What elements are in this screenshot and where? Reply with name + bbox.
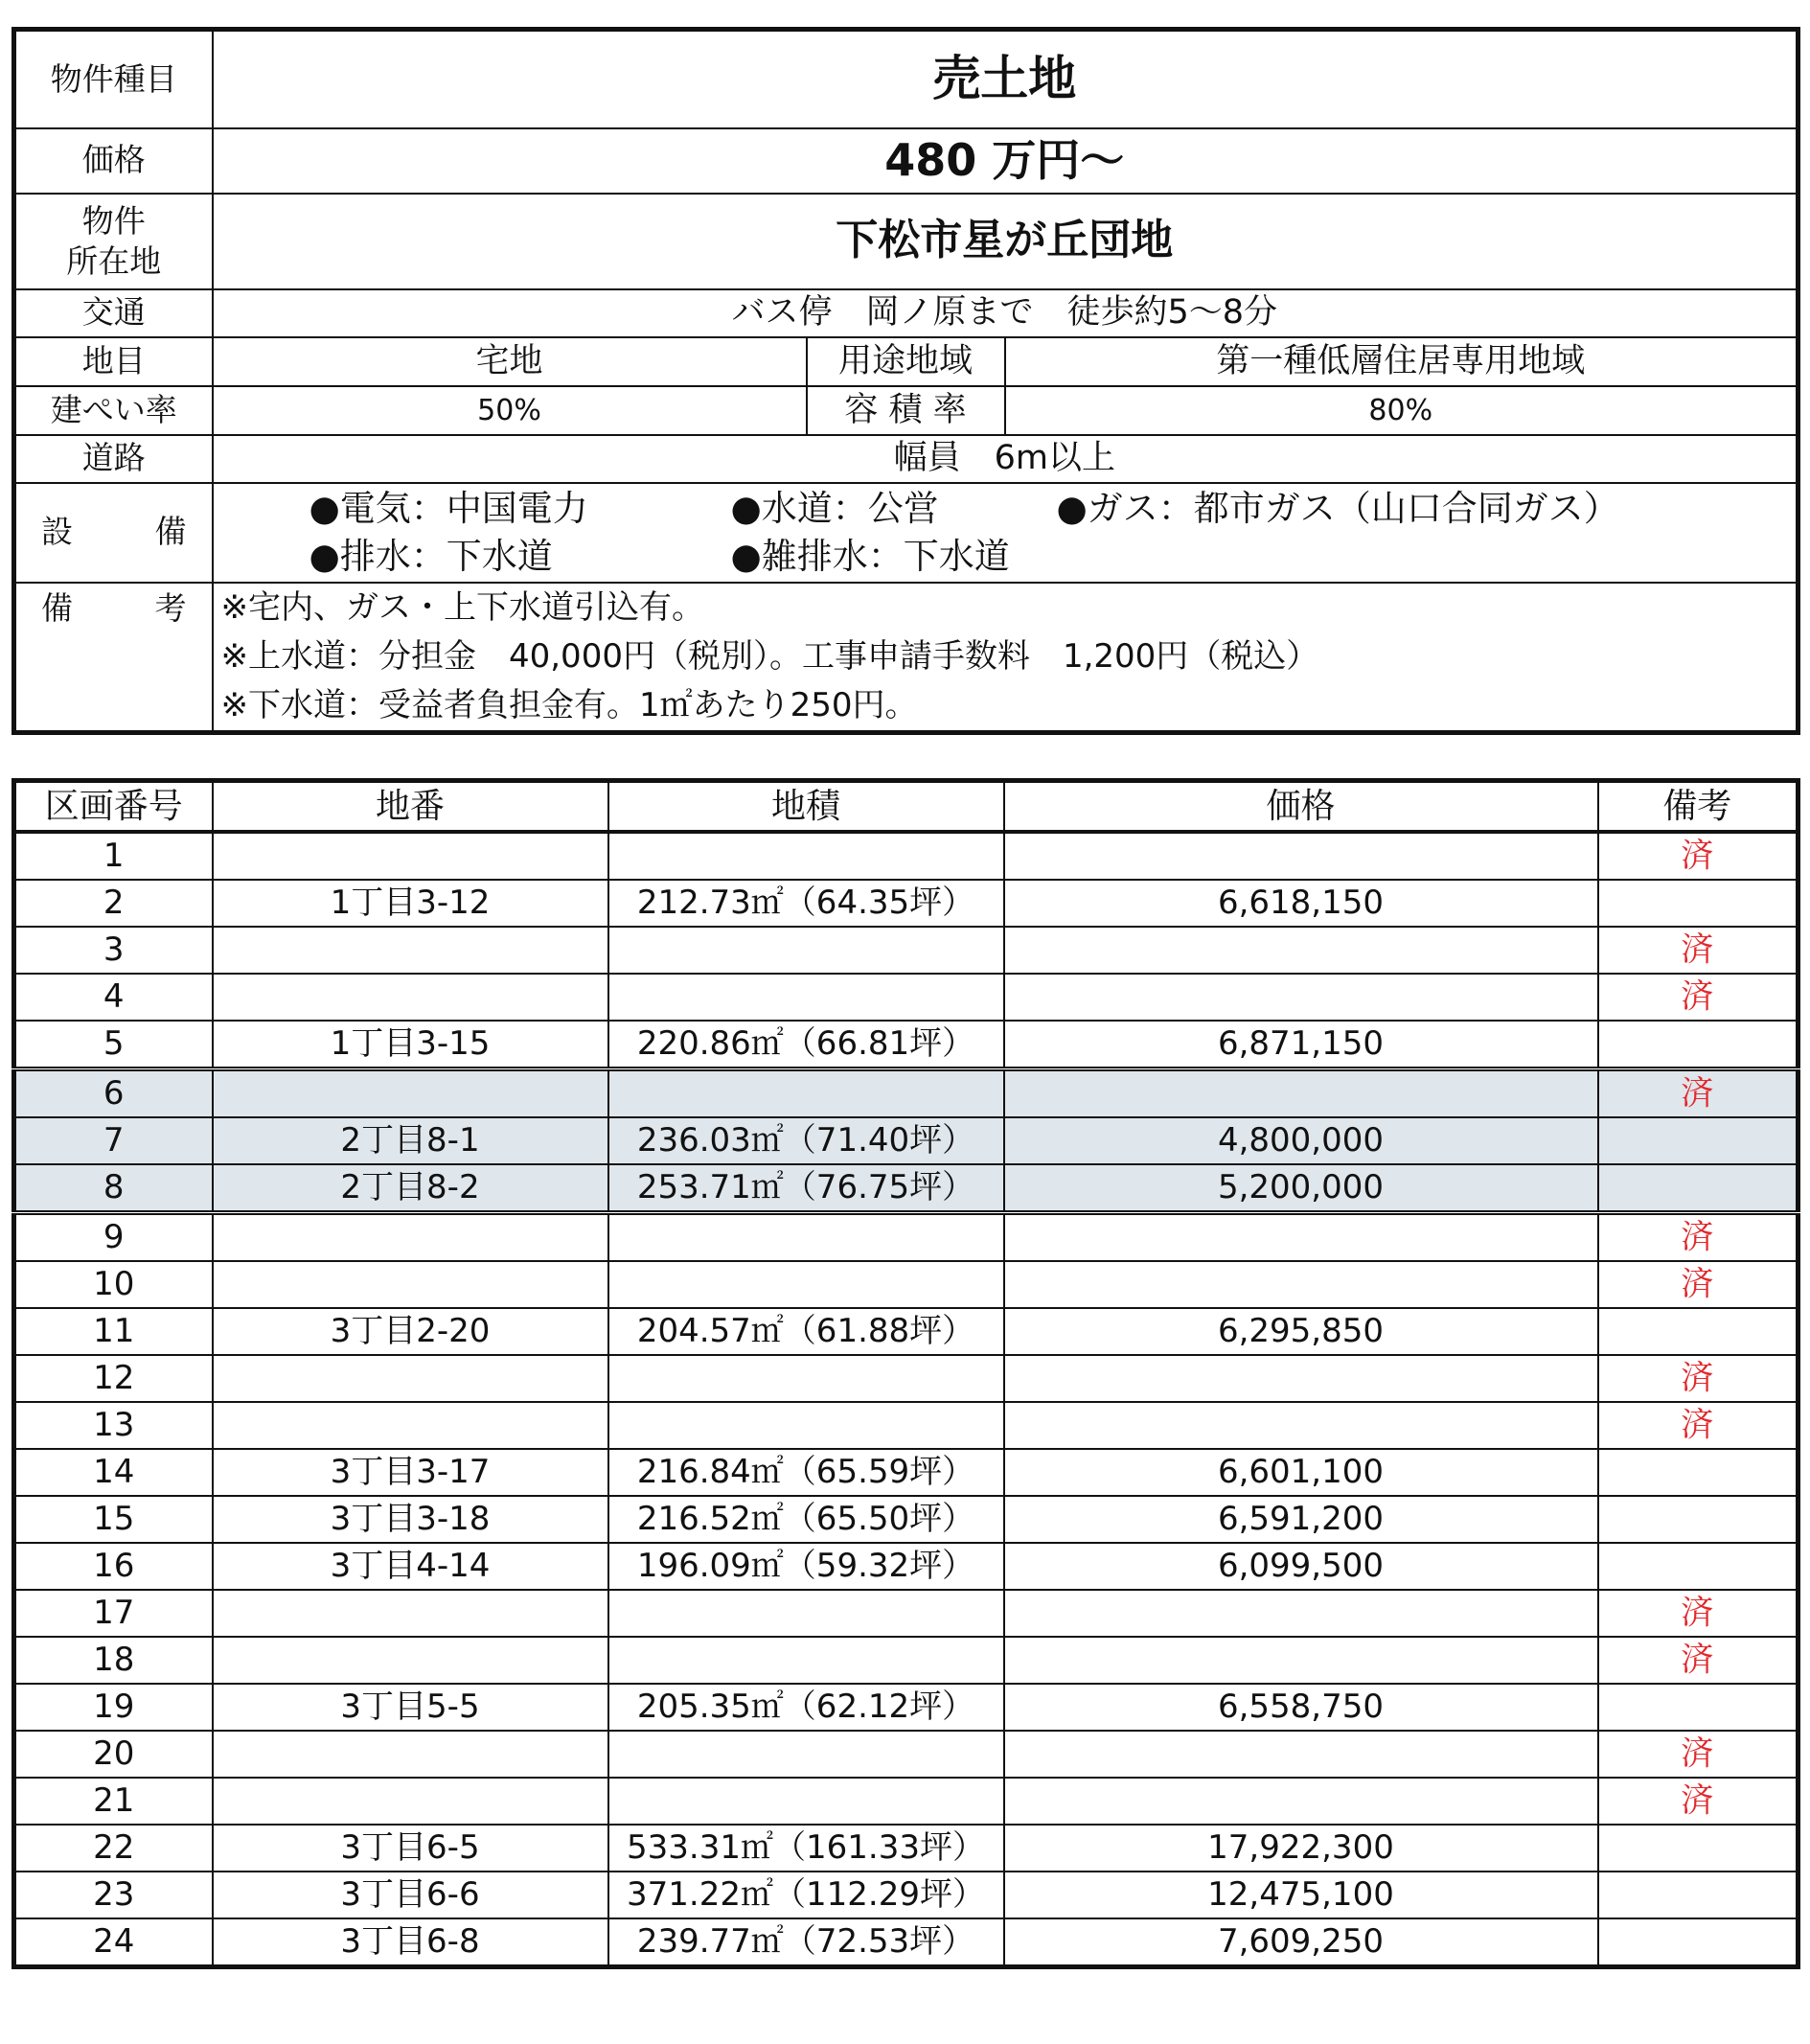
area-cell: 205.35㎡（62.12坪） <box>608 1684 1004 1731</box>
note-cell <box>1598 1918 1799 1967</box>
note-cell: 済 <box>1598 927 1799 974</box>
type-label: 物件種目 <box>14 30 213 128</box>
price-label: 価格 <box>14 128 213 194</box>
note-cell <box>1598 1449 1799 1496</box>
access-label: 交通 <box>14 289 213 337</box>
access-value: バス停 岡ノ原まで 徒歩約5～8分 <box>213 289 1799 337</box>
zoning-label: 用途地域 <box>807 337 1005 386</box>
area-cell <box>608 1778 1004 1825</box>
header-chiban: 地番 <box>213 781 608 833</box>
equipment-water: ●水道：公営 <box>730 487 939 529</box>
lot-number-cell: 14 <box>14 1449 213 1496</box>
table-row <box>14 1213 1799 1262</box>
lots-table <box>11 778 1800 1969</box>
equipment-line-2 <box>309 533 1797 581</box>
price-cell: 6,618,150 <box>1004 880 1598 927</box>
chiban-cell: 3丁目4-14 <box>213 1543 608 1590</box>
price-cell: 12,475,100 <box>1004 1872 1598 1918</box>
price-cell: 6,601,100 <box>1004 1449 1598 1496</box>
note-cell: 済 <box>1598 1402 1799 1449</box>
note-cell: 済 <box>1598 1213 1799 1262</box>
price-cell: 6,871,150 <box>1004 1021 1598 1069</box>
note-cell <box>1598 1021 1799 1069</box>
header-note: 備考 <box>1598 781 1799 833</box>
price-cell <box>1004 1637 1598 1684</box>
area-cell <box>608 1213 1004 1262</box>
road-value: 幅員 6m以上 <box>213 435 1799 483</box>
lot-number-cell: 2 <box>14 880 213 927</box>
type-value: 売土地 <box>213 30 1799 128</box>
lot-number-cell: 1 <box>14 832 213 880</box>
location-label-line2: 所在地 <box>66 241 162 280</box>
area-cell <box>608 1590 1004 1637</box>
note-cell <box>1598 1117 1799 1164</box>
location-label-line1: 物件 <box>81 202 146 241</box>
chiban-cell <box>213 832 608 880</box>
area-cell <box>608 832 1004 880</box>
lot-number-cell: 19 <box>14 1684 213 1731</box>
equipment-drainage: ●排水：下水道 <box>309 535 553 577</box>
chiban-cell <box>213 1590 608 1637</box>
lot-number-cell: 21 <box>14 1778 213 1825</box>
table-row <box>14 927 1799 974</box>
table-row <box>14 1778 1799 1825</box>
lot-number-cell: 15 <box>14 1496 213 1543</box>
chiban-cell: 1丁目3-12 <box>213 880 608 927</box>
lot-number-cell: 23 <box>14 1872 213 1918</box>
table-row <box>14 1402 1799 1449</box>
note-cell <box>1598 1684 1799 1731</box>
table-row <box>14 1308 1799 1355</box>
area-cell <box>608 1402 1004 1449</box>
area-cell <box>608 1069 1004 1118</box>
area-cell <box>608 1355 1004 1402</box>
note-cell: 済 <box>1598 832 1799 880</box>
table-row <box>14 1261 1799 1308</box>
lot-number-cell: 3 <box>14 927 213 974</box>
area-cell: 216.84㎡（65.59坪） <box>608 1449 1004 1496</box>
notes-label: 備 考 <box>14 583 213 733</box>
chiban-cell: 1丁目3-15 <box>213 1021 608 1069</box>
lot-number-cell: 11 <box>14 1308 213 1355</box>
header-price: 価格 <box>1004 781 1598 833</box>
area-cell: 204.57㎡（61.88坪） <box>608 1308 1004 1355</box>
coverage-label: 建ぺい率 <box>14 386 213 435</box>
table-row <box>14 1590 1799 1637</box>
note-cell <box>1598 1164 1799 1213</box>
lot-number-cell: 12 <box>14 1355 213 1402</box>
chiban-cell <box>213 927 608 974</box>
lot-number-cell: 8 <box>14 1164 213 1213</box>
equipment-label: 設 備 <box>14 483 213 583</box>
note-cell <box>1598 1496 1799 1543</box>
price-cell: 6,099,500 <box>1004 1543 1598 1590</box>
notes-list <box>213 583 1799 733</box>
price-cell <box>1004 1261 1598 1308</box>
price-cell <box>1004 832 1598 880</box>
header-area: 地積 <box>608 781 1004 833</box>
table-row <box>14 1355 1799 1402</box>
chiban-cell <box>213 1261 608 1308</box>
area-cell: 371.22㎡（112.29坪） <box>608 1872 1004 1918</box>
note-cell: 済 <box>1598 1778 1799 1825</box>
chiban-cell <box>213 974 608 1021</box>
note-cell: 済 <box>1598 1731 1799 1778</box>
chiban-cell <box>213 1069 608 1118</box>
price-cell <box>1004 1069 1598 1118</box>
note-line-2: ※上水道：分担金 40,000円（税別）。工事申請手数料 1,200円（税込） <box>220 636 1319 676</box>
chiban-cell: 2丁目8-2 <box>213 1164 608 1213</box>
price-cell: 4,800,000 <box>1004 1117 1598 1164</box>
lot-number-cell: 13 <box>14 1402 213 1449</box>
note-line-1: ※宅内、ガス・上下水道引込有。 <box>220 587 704 627</box>
note-cell: 済 <box>1598 1590 1799 1637</box>
lot-number-cell: 16 <box>14 1543 213 1590</box>
note-cell: 済 <box>1598 1637 1799 1684</box>
property-info-table <box>11 27 1800 735</box>
area-cell <box>608 974 1004 1021</box>
table-row <box>14 1637 1799 1684</box>
chiban-cell: 3丁目6-8 <box>213 1918 608 1967</box>
area-cell <box>608 1731 1004 1778</box>
price-cell: 6,295,850 <box>1004 1308 1598 1355</box>
area-cell: 239.77㎡（72.53坪） <box>608 1918 1004 1967</box>
equipment-electric: ●電気：中国電力 <box>309 487 588 529</box>
chiban-cell: 3丁目3-17 <box>213 1449 608 1496</box>
table-row <box>14 1825 1799 1872</box>
area-cell <box>608 927 1004 974</box>
location-value: 下松市星が丘団地 <box>213 194 1799 289</box>
area-cell: 533.31㎡（161.33坪） <box>608 1825 1004 1872</box>
price-cell <box>1004 1590 1598 1637</box>
equipment-graywater: ●雑排水：下水道 <box>730 535 1010 577</box>
price-cell: 6,558,750 <box>1004 1684 1598 1731</box>
area-cell: 212.73㎡（64.35坪） <box>608 880 1004 927</box>
header-lot-number: 区画番号 <box>14 781 213 833</box>
table-row <box>14 1069 1799 1118</box>
note-cell <box>1598 880 1799 927</box>
coverage-value: 50% <box>213 386 807 435</box>
lots-header-row <box>14 781 1799 833</box>
lot-number-cell: 6 <box>14 1069 213 1118</box>
chiban-cell: 3丁目2-20 <box>213 1308 608 1355</box>
land-category-label: 地目 <box>14 337 213 386</box>
lot-number-cell: 9 <box>14 1213 213 1262</box>
note-cell <box>1598 1308 1799 1355</box>
chiban-cell: 3丁目6-6 <box>213 1872 608 1918</box>
far-label: 容 積 率 <box>807 386 1005 435</box>
location-label <box>14 194 213 289</box>
lot-number-cell: 18 <box>14 1637 213 1684</box>
chiban-cell <box>213 1355 608 1402</box>
land-category-value: 宅地 <box>213 337 807 386</box>
table-row <box>14 1164 1799 1213</box>
chiban-cell: 3丁目3-18 <box>213 1496 608 1543</box>
table-row <box>14 1731 1799 1778</box>
chiban-cell <box>213 1213 608 1262</box>
table-row <box>14 1684 1799 1731</box>
lot-number-cell: 7 <box>14 1117 213 1164</box>
area-cell <box>608 1637 1004 1684</box>
chiban-cell <box>213 1731 608 1778</box>
note-cell: 済 <box>1598 1261 1799 1308</box>
table-row <box>14 1117 1799 1164</box>
chiban-cell <box>213 1402 608 1449</box>
equipment-list <box>213 483 1799 583</box>
note-cell: 済 <box>1598 974 1799 1021</box>
area-cell <box>608 1261 1004 1308</box>
chiban-cell: 3丁目5-5 <box>213 1684 608 1731</box>
table-row <box>14 1543 1799 1590</box>
table-row <box>14 1021 1799 1069</box>
note-cell <box>1598 1872 1799 1918</box>
lot-number-cell: 22 <box>14 1825 213 1872</box>
table-row <box>14 880 1799 927</box>
note-cell <box>1598 1543 1799 1590</box>
chiban-cell <box>213 1778 608 1825</box>
lot-number-cell: 17 <box>14 1590 213 1637</box>
note-cell: 済 <box>1598 1355 1799 1402</box>
road-label: 道路 <box>14 435 213 483</box>
note-cell <box>1598 1825 1799 1872</box>
price-cell <box>1004 1213 1598 1262</box>
table-row <box>14 1496 1799 1543</box>
equipment-gas: ●ガス：都市ガス（山口合同ガス） <box>1056 487 1619 529</box>
equipment-line-1 <box>309 485 1797 533</box>
chiban-cell: 2丁目8-1 <box>213 1117 608 1164</box>
note-line-3: ※下水道：受益者負担金有。1㎡あたり250円。 <box>220 685 918 724</box>
lot-number-cell: 24 <box>14 1918 213 1967</box>
chiban-cell: 3丁目6-5 <box>213 1825 608 1872</box>
lot-number-cell: 4 <box>14 974 213 1021</box>
price-cell: 6,591,200 <box>1004 1496 1598 1543</box>
price-value: 480 万円～ <box>213 128 1799 194</box>
lot-number-cell: 10 <box>14 1261 213 1308</box>
area-cell: 196.09㎡（59.32坪） <box>608 1543 1004 1590</box>
price-cell: 5,200,000 <box>1004 1164 1598 1213</box>
price-cell <box>1004 1355 1598 1402</box>
area-cell: 220.86㎡（66.81坪） <box>608 1021 1004 1069</box>
table-row <box>14 832 1799 880</box>
price-cell <box>1004 974 1598 1021</box>
price-cell <box>1004 1731 1598 1778</box>
price-cell: 7,609,250 <box>1004 1918 1598 1967</box>
table-row <box>14 974 1799 1021</box>
area-cell: 253.71㎡（76.75坪） <box>608 1164 1004 1213</box>
lot-number-cell: 5 <box>14 1021 213 1069</box>
area-cell: 216.52㎡（65.50坪） <box>608 1496 1004 1543</box>
far-value: 80% <box>1005 386 1799 435</box>
price-cell: 17,922,300 <box>1004 1825 1598 1872</box>
area-cell: 236.03㎡（71.40坪） <box>608 1117 1004 1164</box>
price-cell <box>1004 927 1598 974</box>
chiban-cell <box>213 1637 608 1684</box>
lot-number-cell: 20 <box>14 1731 213 1778</box>
table-row <box>14 1872 1799 1918</box>
price-cell <box>1004 1778 1598 1825</box>
table-row <box>14 1449 1799 1496</box>
note-cell: 済 <box>1598 1069 1799 1118</box>
lots-table-body <box>14 781 1799 1967</box>
table-row <box>14 1918 1799 1967</box>
zoning-value: 第一種低層住居専用地域 <box>1005 337 1799 386</box>
price-cell <box>1004 1402 1598 1449</box>
